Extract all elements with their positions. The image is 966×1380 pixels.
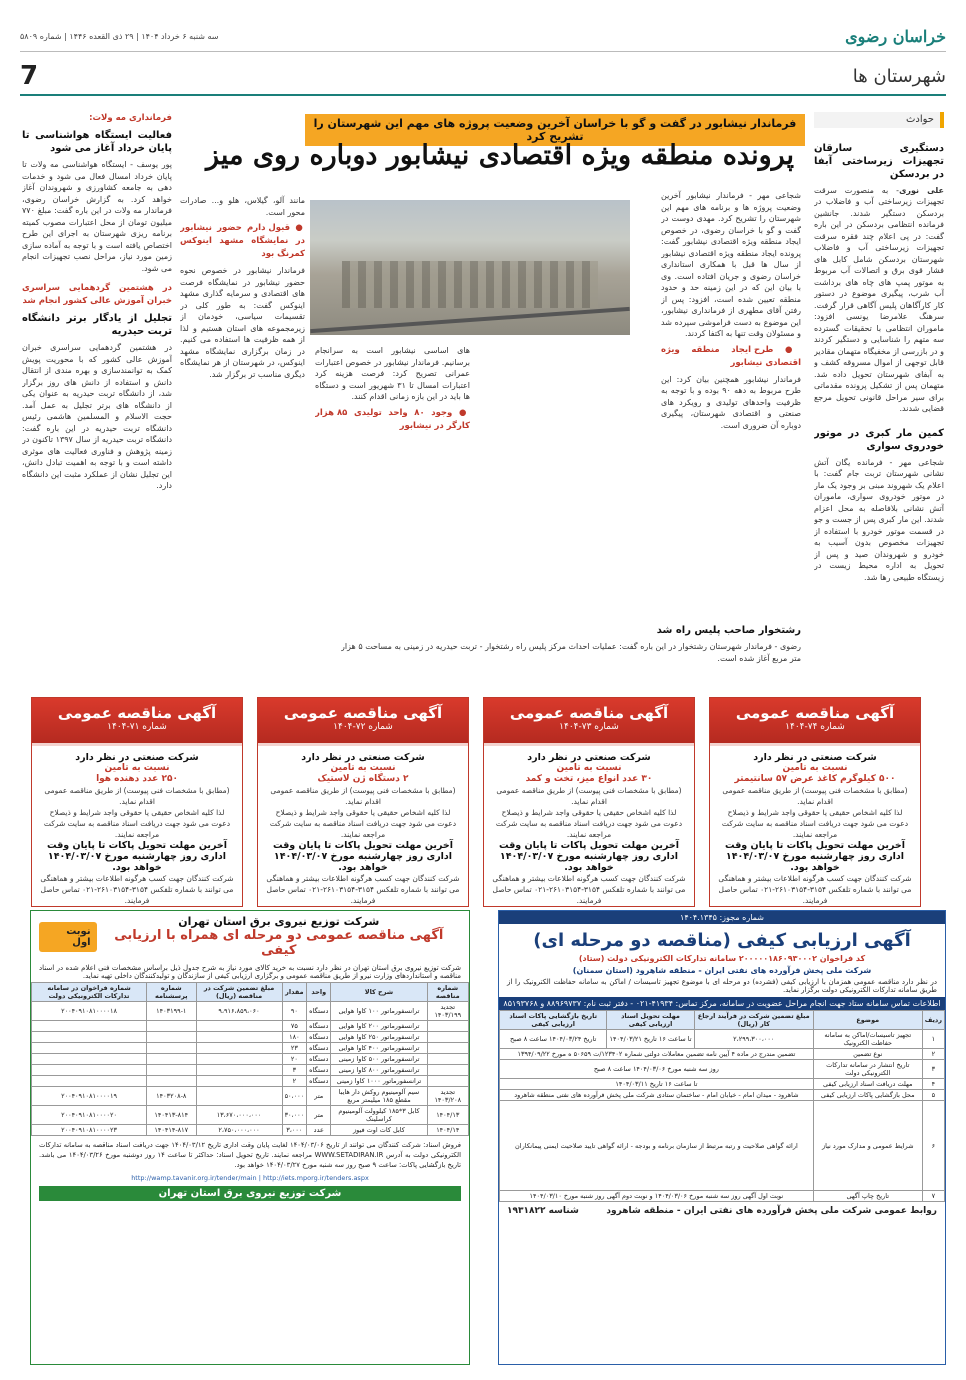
subhead: ● قبول دارم حضور نیشابور در نمایشگاه مشهد اینوکس کمرنگ بود <box>180 223 305 259</box>
table-row: ترانسفورماتور ۸۰۰ کاوا زمینی دستگاه ۳ <box>32 1065 469 1076</box>
story-kicker: در هشتمین گردهمایی سراسری خبران آموزش عالی کشور انجام شد <box>22 283 172 306</box>
page-bar <box>20 58 946 96</box>
ad-company: شرکت توزیع نیروی برق استان تهران <box>178 915 380 928</box>
ad-links[interactable]: http://wamp.tavanir.org.ir/tender/main | http://iets.mporg.ir/tenders.aspx <box>131 1174 369 1182</box>
power-table: شماره مناقصه شرح کالا واحد مقدار مبلغ تضمین شرکت در مناقصه (ریال) شماره پرسشنامه شماره فراخوان در سامانه تدارکات الکترونیکی دولت تجدید ۱۴۰۳/۱۹۹ ترانسفورماتور ۱۰۰ کاوا هوایی دستگاه ۹۰ ۹،۹۱۶،۸۵۹،۰۶۰ ۱۴۰۳۱۹۹-۱ ۲۰۰۴۰۹۱۰۸۱۰۰۰۰۱۸ ترانسفورماتور ۲۰۰ کاوا هوایی دستگاه ۷۵ ترانسفورماتور ۲۵۰ کاوا هوایی دستگاه ۱۸۰ ترانسفورماتور ۴۰۰ کاوا هوایی دستگاه ۲۳ ترانسفورماتور ۵۰۰ کاوا زمینی دستگاه ۲۰ ترانسفورماتور ۸۰۰ کاوا زمینی دستگاه ۳ ترانسفورماتور ۱۰۰۰ کاوا زمینی دستگاه ۲ تجدید ۱۴۰۳/۲۰۸ سیم آلومینیوم روکش دار هایبا مقطع ۱۸۵ میلیمتر مربع متر ۵۰،۰۰۰ ۱۴۰۳۲۰۸-۸ ۲۰۰۴۰۹۱۰۸۱۰۰۰۰۱۹ ۱۴۰۴/۱۳ کابل ۳*۱۸۵ کیلوولت آلومینیوم کراسلینک متر ۳۰،۰۰۰ ۱۳،۶۷۰،۰۰۰،۰۰۰ ۱۴۰۴۱۳-۸۱۴ ۲۰۰۴۰۹۱۰۸۱۰۰۰۰۲۰ ۱۴۰۴/۱۴ کابل کات اوت فیوز عدد ۳،۰۰۰ ۲،۷۵۰،۰۰۰،۰۰۰ ۱۴۰۴۱۴-۸۱۷ ۲۰۰۴۰۹۱۰۸۱۰۰۰۰۲۳ <box>31 982 469 1136</box>
table-row: ترانسفورماتور ۲۰۰ کاوا هوایی دستگاه ۷۵ <box>32 1021 469 1032</box>
ad-intro: در نظر دارد مناقصه عمومی همزمان با ارزیابی کیفی (فشرده) دو مرحله ای با موضوع تجهیز تاسیسات / اماکن به سامانه حفاظت الکترونیک را از طریق سامانه تدارکات الکترونیکی دولت برگزار نماید. <box>507 978 937 994</box>
page-number: 7 <box>20 61 39 91</box>
main-headline: پرونده منطقه ویژه اقتصادی نیشابور دوباره روی میز <box>205 140 795 171</box>
gas-tender-ad <box>498 910 946 1365</box>
main-column-3: های اساسی نیشابور است به سرانجام برسانیم. فرماندار نیشابور در خصوص اعتبارات عمرانی تصریح کرد: فرصت هزینه کرد اعتبارات امسال تا ۳۱ شهریور است و دستگاه ها باید در این بازه زمانی اقدام کنند. ● وجود ۸۰ واحد تولیدی ۸۵ هزار کارگر در نیشابور <box>315 346 470 431</box>
power-tender-ad <box>30 910 470 1365</box>
ad-ref: شماره مجوز: ۱۴۰۴.۱۳۴۵ <box>499 911 945 924</box>
table-row: ۳ تاریخ انتشار در سامانه تدارکات الکترونیکی دولت روز سه شنبه مورخ ۱۴۰۴/۰۳/۰۶ ساعت ۸ صبح <box>500 1060 945 1079</box>
ad-contact: اطلاعات تماس سامانه ستاد جهت انجام مراحل عضویت در سامانه، مرکز تماس: ۴۱۹۳۴-۰۲۱ - دفتر ثبت نام: ۸۸۹۶۹۷۳۷ و ۸۵۱۹۳۷۶۸ <box>499 997 945 1010</box>
story-body: علی نوری- به منصورت سرقت تجهیزات زیرساختی آب و فاضلاب در بردسکن دستگیر شدند. جانشین فرمانده انتظامی بردسکن در این باره گفت: در پی اعلام چند فقره سرقت تجهیزات زیرساختی آب و فاضلاب شهرستان بردسکن شامل کابل های فشار قوی برق و اتصالات آب مربوط به موتور پمپ های چاه های برداشت آب شرب، پیگیری موضوع در دستور کار کارآگاهان پلیس آگاهی قرار گرفت. سرهنگ علامرضا یونسی افزود: ماموران انتظامی با تحقیقات گسترده سه متهم را شناسایی و دستگیر کردند و در بازرسی از مخفیگاه متهمان مقادیر قابل توجهی از اموال مسروقه کشف و به آبفای شهرستان تحویل داده شد. متهمان پس از تشکیل پرونده مقدماتی برای سیر مراحل قانونی تحویل مرجع قضایی شدند. <box>814 185 944 413</box>
ad-intro: شرکت توزیع نیروی برق استان تهران در نظر دارد نسبت به خرید کالای مورد نیاز به شرح جدول ذیل براساس مشخصات فنی اعلام شده در اسناد مناقصه و استانداردهای وزارت نیرو از طریق مناقصه عمومی و برگزاری ارزیابی کیفی از سازندگان و تولیدکنندگان داخلی تهیه نماید. <box>39 964 461 980</box>
ad-notes: فروش اسناد: شرکت کنندگان می توانند از تاریخ ۱۴۰۴/۰۳/۰۶ لغایت پایان وقت اداری تاریخ ۱۴۰۴/۰۳/۱۲ جهت دریافت اسناد مناقصه به سامانه تدارکات الکترونیکی دولت به آدرس WWW.SETADIRAN.IR مراجعه نمایند. تاریخ تحویل اسناد: حداکثر تا ساعت ۱۴ روز دوشنبه مورخ ۱۴۰۴/۰۳/۲۶ می باشد. تاریخ بازگشایی پاکات: ساعت ۹ صبح روز سه شنبه مورخ ۱۴۰۴/۰۳/۲۷ خواهد بود. <box>39 1141 461 1169</box>
story-title: رشتخوار صاحب پلیس راه شد <box>656 625 801 636</box>
table-row: ۷ تاریخ چاپ آگهی نوبت اول آگهی روز سه شنبه مورخ ۱۴۰۴/۰۳/۰۶ و نوبت دوم آگهی روز شنبه مورخ ۱۴۰۴/۰۳/۱۰ <box>500 1191 945 1202</box>
ad-company: شرکت ملی پخش فرآورده های نفتی ایران - منطقه شاهرود (استان سمنان) <box>572 966 872 975</box>
table-row: تجدید ۱۴۰۳/۲۰۸ سیم آلومینیوم روکش دار هایبا مقطع ۱۸۵ میلیمتر مربع متر ۵۰،۰۰۰ ۱۴۰۳۲۰۸-۸ ۲۰۰۴۰۹۱۰۸۱۰۰۰۰۱۹ <box>32 1087 469 1106</box>
story-title: تجلیل از یادگار برتر دانشگاه تربت حیدریه <box>22 313 172 337</box>
subhead: ● طرح ایجاد منطقه ویژه اقتصادی نیشابور <box>661 344 801 368</box>
logo: خراسان رضوی <box>845 27 946 46</box>
section-title: شهرستان ها <box>852 65 946 87</box>
tender-ad: آگهی مناقصه عمومی شماره ۷۴-۱۴۰۴ شرکت صنعتی در نظر دارد نسبت به تامین ۵۰۰ کیلوگرم کاغذ عرض ۵۷ سانتیمتر (مطابق با مشخصات فنی پیوست) از طریق مناقصه عمومی اقدام نماید. لذا کلیه اشخاص حقیقی یا حقوقی واجد شرایط و ذیصلاح دعوت می شود جهت دریافت اسناد مناقصه به سایت شرکت مراجعه نمایند. آخرین مهلت تحویل پاکات تا پایان وقت اداری روز چهارشنبه مورخ ۱۴۰۴/۰۳/۰۷ خواهد بود. شرکت کنندگان جهت کسب هرگونه اطلاعات بیشتر و هماهنگی می توانند با شماره تلفکس ۳۱۵۴-۲۶۱۰۳۱۵۴-۰۲۱ تماس حاصل فرمایند. <box>709 697 921 907</box>
dateline: سه شنبه ۶ خرداد ۱۴۰۴ | ۲۹ ذی القعده ۱۴۴۶ | شماره ۵۸۰۹ <box>20 32 219 41</box>
section-tag: حوادث <box>814 112 944 128</box>
left-column: فرمانداری مه ولات: فعالیت ایستگاه هواشناسی تا پایان خرداد آغاز می شود پور یوسف - ایستگاه هواشناسی مه ولات تا پایان خرداد امسال فعال می شود و خدمات دهی به جامعه کشاورزی و شهروندان آغاز خواهد کرد. به گزارش خراسان رضوی، فرماندار مه ولات در این باره گفت: مبلغ ۷۷۰ میلیون تومان از محل اعتبارات مصوب کمیته برنامه ریزی شهرستان به اجرای این طرح اختصاص یافته است و با توجه به آماده سازی زمین مورد نیاز، مراحل نصب تجهیزات انجام می شود. در هشتمین گردهمایی سراسری خبران آموزش عالی کشور انجام شد تجلیل از یادگار برتر دانشگاه تربت حیدریه در هشتمین گردهمایی سراسری خبران آموزش عالی کشور که با محوریت پویش کمک به توانمندسازی و بهره مندی از انتقال دانش و استفاده از دانش های روز برگزار شد، از دانشگاه تربت حیدریه به عنوان یکی از دانشگاه های برتر تجلیل به عمل آمد. حجت الاسلام و المسلمین هاشمی رئیس دانشگاه تربت حیدریه در این باره گفت: دانشگاه تربت حیدریه از سال ۱۳۹۷ تاکنون در زمینه پژوهش و فناوری فعالیت های موثری داشته است و با توجه به اهمیت تبادل دانش، این تجلیل نشان از عملکرد مثبت این دانشگاه دارد. <box>22 113 172 490</box>
table-row: ۶ شرایط عمومی و مدارک مورد نیاز ارائه گواهی صلاحیت و رتبه مرتبط از سازمان برنامه و بودجه - ارائه گواهی تایید صلاحیت ایمنی پیمانکاران <box>500 1101 945 1191</box>
table-row: ترانسفورماتور ۴۰۰ کاوا هوایی دستگاه ۲۳ <box>32 1043 469 1054</box>
story-title: کمین مار کبری در موتور خودروی سواری <box>814 427 944 452</box>
main-photo <box>310 200 630 335</box>
table-row: ۱۴۰۴/۱۴ کابل کات اوت فیوز عدد ۳،۰۰۰ ۲،۷۵۰،۰۰۰،۰۰۰ ۱۴۰۴۱۴-۸۱۷ ۲۰۰۴۰۹۱۰۸۱۰۰۰۰۲۳ <box>32 1125 469 1136</box>
table-row: ۱۴۰۴/۱۳ کابل ۳*۱۸۵ کیلوولت آلومینیوم کراسلینک متر ۳۰،۰۰۰ ۱۳،۶۷۰،۰۰۰،۰۰۰ ۱۴۰۴۱۳-۸۱۴ ۲۰۰۴۰۹۱۰۸۱۰۰۰۰۲۰ <box>32 1106 469 1125</box>
story-title: فعالیت ایستگاه هواشناسی تا پایان خرداد آغاز می شود <box>22 130 172 154</box>
table-row: ۵ محل بازگشایی پاکات ارزیابی کیفی شاهرود - میدان امام - خیابان امام - ساختمان ستادی شرکت ملی پخش فرآورده های نفتی منطقه شاهرود <box>500 1090 945 1101</box>
tender-ad: آگهی مناقصه عمومی شماره ۷۱-۱۴۰۴ شرکت صنعتی در نظر دارد نسبت به تامین ۲۵۰ عدد دهنده هوا (مطابق با مشخصات فنی پیوست) از طریق مناقصه عمومی اقدام نماید. لذا کلیه اشخاص حقیقی یا حقوقی واجد شرایط و ذیصلاح دعوت می شود جهت دریافت اسناد مناقصه به سایت شرکت مراجعه نمایند. آخرین مهلت تحویل پاکات تا پایان وقت اداری روز چهارشنبه مورخ ۱۴۰۴/۰۳/۰۷ خواهد بود. شرکت کنندگان جهت کسب هرگونه اطلاعات بیشتر و هماهنگی می توانند با شماره تلفکس ۳۱۵۴-۲۶۱۰۳۱۵۴-۰۲۱ تماس حاصل فرمایند. <box>31 697 243 907</box>
right-column <box>814 112 944 682</box>
photo-grid <box>342 261 598 308</box>
bottom-strip: رشتخوار صاحب پلیس راه شد رضوی - فرماندار شهرستان رشتخوار در این باره گفت: عملیات احداث مرکز پلیس راه رشتخوار - تربت حیدریه در زمینی به مساحت ۵ هزار متر مربع آغاز شده است. <box>341 625 801 663</box>
table-row: ۲ نوع تضمین تضمین مندرج در ماده ۴ آیین نامه تضمین معاملات دولتی شماره ۱۲۳۴۰۲/ت ۵۰۶۵۹ ه مورخ ۱۳۹۴/۰۹/۲۲ <box>500 1049 945 1060</box>
tender-ad: آگهی مناقصه عمومی شماره ۷۳-۱۴۰۴ شرکت صنعتی در نظر دارد نسبت به تامین ۳۰ عدد انواع میز، تخت و کمد (مطابق با مشخصات فنی پیوست) از طریق مناقصه عمومی اقدام نماید. لذا کلیه اشخاص حقیقی یا حقوقی واجد شرایط و ذیصلاح دعوت می شود جهت دریافت اسناد مناقصه به سایت شرکت مراجعه نمایند. آخرین مهلت تحویل پاکات تا پایان وقت اداری روز چهارشنبه مورخ ۱۴۰۴/۰۳/۰۷ خواهد بود. شرکت کنندگان جهت کسب هرگونه اطلاعات بیشتر و هماهنگی می توانند با شماره تلفکس ۳۱۵۴-۲۶۱۰۳۱۵۴-۰۲۱ تماس حاصل فرمایند. <box>483 697 695 907</box>
table-row: تجدید ۱۴۰۳/۱۹۹ ترانسفورماتور ۱۰۰ کاوا هوایی دستگاه ۹۰ ۹،۹۱۶،۸۵۹،۰۶۰ ۱۴۰۳۱۹۹-۱ ۲۰۰۴۰۹۱۰۸۱۰۰۰۰۱۸ <box>32 1002 469 1021</box>
table-row: ترانسفورماتور ۲۵۰ کاوا هوایی دستگاه ۱۸۰ <box>32 1032 469 1043</box>
main-column-1: شجاعی مهر - فرماندار نیشابور آخرین وضعیت پروژه ها و برنامه های مهم این شهرستان را تشریح کرد. مهدی دوست در گفت و گو با خراسان رضوی، در خصوص ایجاد منطقه ویژه اقتصادی نیشابور گفت: پرونده ایجاد منطقه ویژه اقتصادی نیشابور از سال ها قبل با همکاری استانداری خراسان رضوی و جریان افتاده است. وی با بیان این که در این زمینه حد و حدود منطقه تعیین شده است، افزود: پس از رفتن آقای مطهری از فرمانداری نیشابور، این موضوع به دست فراموشی سپرده شد و مسئولان وقت تنها به اکتفا کردند. ● طرح ایجاد منطقه ویژه اقتصادی نیشابور فرماندار نیشابور همچنین بیان کرد: این طرح مربوط به دهه ۹۰ بوده و با توجه به ظرفیت واحدهای تولیدی و رویکرد های صنعتی و اقتصادی شهرستان، پیگیری دوباره آن ضروری است. <box>661 191 801 430</box>
table-row: ۴ مهلت دریافت اسناد ارزیابی کیفی تا ساعت ۱۶ تاریخ ۱۴۰۴/۰۳/۱۱ <box>500 1079 945 1090</box>
story-body: شجاعی مهر - فرمانده یگان آتش نشانی شهرستان تربت جام گفت: با اعلام یک شهروند مبنی بر وجود یک مار در موتور خودروی سواری، ماموران آتش نشانی بلافاصله به محل اعزام شدند. این مار کبری پس از جست و جو در قسمت موتور خودرو با استفاده از تجهیزات مخصوص بدون آسیب به خودرو و شهروندان صید و پس از تحویل به اداره محیط زیست در زیستگاه طبیعی رها شد. <box>814 457 944 582</box>
ad-badge: نوبت اول <box>39 922 97 952</box>
ad-subtitle: کد فراخوان ۲۰۰۰۰۰۱۸۶۰۹۳۰۰۰۲ سامانه تدارکات الکترونیکی دولت (ستاد) <box>578 954 866 963</box>
tender-ad: آگهی مناقصه عمومی شماره ۷۲-۱۴۰۴ شرکت صنعتی در نظر دارد نسبت به تامین ۲ دستگاه ژن لاستیک (مطابق با مشخصات فنی پیوست) از طریق مناقصه عمومی اقدام نماید. لذا کلیه اشخاص حقیقی یا حقوقی واجد شرایط و ذیصلاح دعوت می شود جهت دریافت اسناد مناقصه به سایت شرکت مراجعه نمایند. آخرین مهلت تحویل پاکات تا پایان وقت اداری روز چهارشنبه مورخ ۱۴۰۴/۰۳/۰۷ خواهد بود. شرکت کنندگان جهت کسب هرگونه اطلاعات بیشتر و هماهنگی می توانند با شماره تلفکس ۳۱۵۴-۲۶۱۰۳۱۵۴-۰۲۱ تماس حاصل فرمایند. <box>257 697 469 907</box>
story-title: دستگیری سارقان تجهیزات زیرساختی آبفا در بردسکن <box>814 142 944 180</box>
main-kicker: فرماندار نیشابور در گفت و گو با خراسان آخرین وضعیت پروژه های مهم این شهرستان را تشریح کرد <box>305 114 805 146</box>
ad-footer: شرکت توزیع نیروی برق استان تهران <box>39 1186 461 1201</box>
ad-title: آگهی مناقصه عمومی دو مرحله ای همراه با ارزیابی کیفی <box>114 928 444 958</box>
main-column-4: مانند آلو، گیلاس، هلو و... صادرات محور است. ● قبول دارم حضور نیشابور در نمایشگاه مشهد اینوکس کمرنگ بود فرماندار نیشابور در خصوص نحوه حضور نیشابور در نمایشگاه فرصت های اقتصادی و سرمایه گذاری مشهد اینوکس گفت: به طور کلی در تقسیمات سیاسی، خودمان از زیرمجموعه های استان هستیم و لذا از همه ظرفیت ها استفاده می کنیم. در زمان برگزاری نمایشگاه مشهد اینوکس، در شهرستان از هر نمایشگاه دیگری مناسب تر برگزار شد. <box>180 196 305 379</box>
ad-row <box>40 697 921 907</box>
left-tag: فرمانداری مه ولات: <box>89 113 172 123</box>
table-row: ترانسفورماتور ۵۰۰ کاوا زمینی دستگاه ۲۰ <box>32 1054 469 1065</box>
ad-footer: روابط عمومی شرکت ملی پخش فرآورده های نفتی ایران - منطقه شاهرود شناسه ۱۹۳۱۸۲۲ <box>507 1206 937 1216</box>
gas-table: ردیف موضوع مبلغ تضمین شرکت در فرآیند ارجاع کار (ریال) مهلت تحویل اسناد ارزیابی کیفی تاریخ بازگشایی پاکات اسناد ارزیابی کیفی ۱ تجهیز تاسیسات/اماکن به سامانه حفاظت الکترونیک ۲،۲۹۹،۳۰۰،۰۰۰ تا ساعت ۱۶ تاریخ ۱۴۰۴/۰۳/۲۱ تاریخ ۱۴۰۴/۰۳/۲۴ ساعت ۸ صبح ۲ نوع تضمین تضمین مندرج در ماده ۴ آیین نامه تضمین معاملات دولتی شماره ۱۲۳۴۰۲/ت ۵۰۶۵۹ ه مورخ ۱۳۹۴/۰۹/۲۲ ۳ تاریخ انتشار در سامانه تدارکات الکترونیکی دولت روز سه شنبه مورخ ۱۴۰۴/۰۳/۰۶ ساعت ۸ صبح ۴ مهلت دریافت اسناد ارزیابی کیفی تا ساعت ۱۶ تاریخ ۱۴۰۴/۰۳/۱۱ ۵ محل بازگشایی پاکات ارزیابی کیفی شاهرود - میدان امام - خیابان امام - ساختمان ستادی شرکت ملی پخش فرآورده های نفتی منطقه شاهرود ۶ شرایط عمومی و مدارک مورد نیاز ارائه گواهی صلاحیت و رتبه مرتبط از سازمان برنامه و بودجه - ارائه گواهی تایید صلاحیت ایمنی پیمانکاران ۷ تاریخ چاپ آگهی نوبت اول آگهی روز سه شنبه مورخ ۱۴۰۴/۰۳/۰۶ و نوبت دوم آگهی روز شنبه مورخ ۱۴۰۴/۰۳/۱۰ <box>499 1010 945 1202</box>
table-row: ترانسفورماتور ۱۰۰۰ کاوا زمینی دستگاه ۲ <box>32 1076 469 1087</box>
photo-road <box>310 306 629 332</box>
table-row: ۱ تجهیز تاسیسات/اماکن به سامانه حفاظت الکترونیک ۲،۲۹۹،۳۰۰،۰۰۰ تا ساعت ۱۶ تاریخ ۱۴۰۴/۰۳/۲۱ تاریخ ۱۴۰۴/۰۳/۲۴ ساعت ۸ صبح <box>500 1030 945 1049</box>
ad-title: آگهی ارزیابی کیفی (مناقصه دو مرحله ای) <box>533 930 911 951</box>
masthead <box>20 22 946 52</box>
subhead: ● وجود ۸۰ واحد تولیدی ۸۵ هزار کارگر در نیشابور <box>315 407 470 431</box>
